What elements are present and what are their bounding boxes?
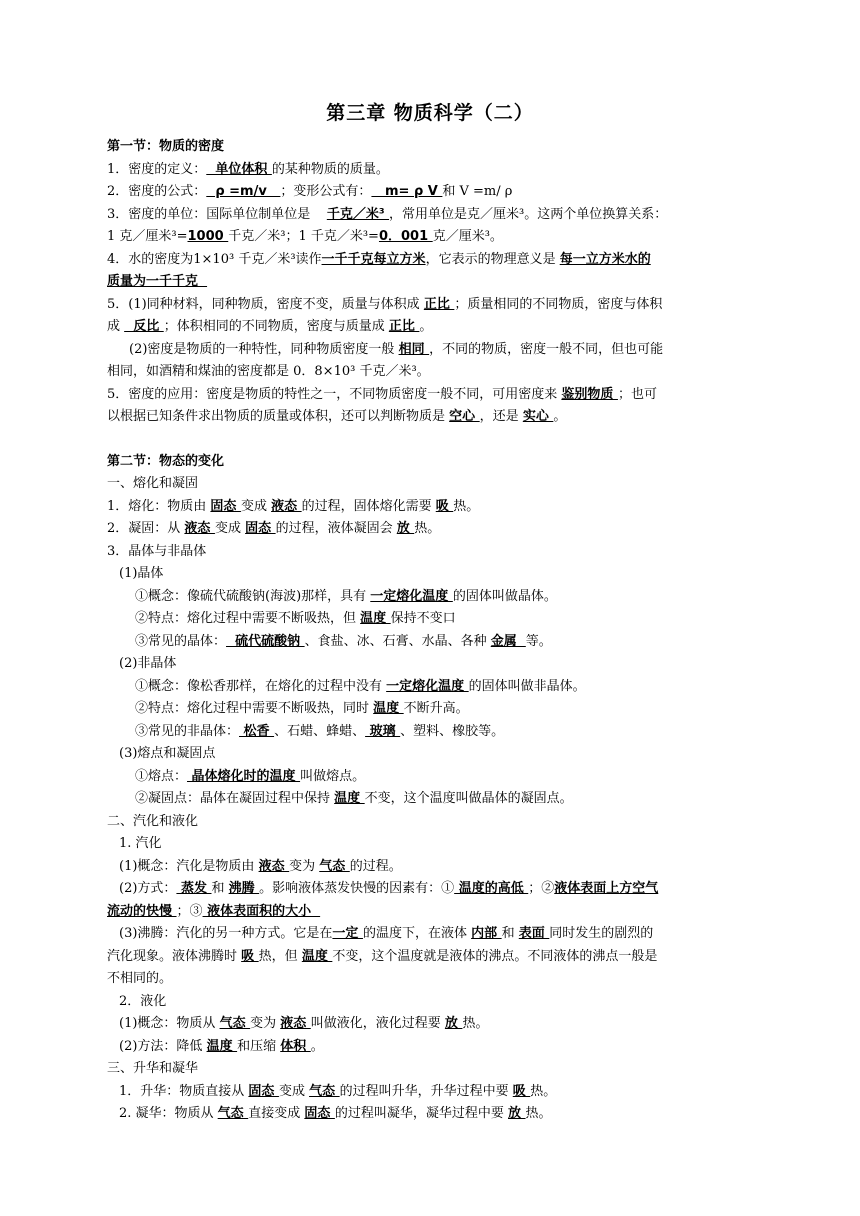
answer-blank: 液态 bbox=[271, 498, 302, 514]
text-segment: 5．密度的应用：密度是物质的特性之一，不同物质密度一般不同，可用密度来 bbox=[107, 386, 562, 402]
text-line bbox=[107, 676, 757, 699]
text-segment: 的某种物质的质量。 bbox=[271, 161, 389, 177]
text-line bbox=[107, 608, 757, 631]
text-segment: 1. 汽化 bbox=[119, 836, 162, 851]
answer-blank: 气态 bbox=[219, 1016, 251, 1031]
text-segment: 二、汽化和液化 bbox=[107, 813, 199, 829]
section-heading bbox=[107, 451, 757, 474]
text-segment: 不断升高。 bbox=[403, 701, 469, 716]
answer-blank: 液态 bbox=[258, 858, 290, 874]
text-line bbox=[107, 1103, 757, 1126]
text-line bbox=[107, 833, 757, 856]
answer-blank: m= ρ V bbox=[371, 184, 443, 199]
text-segment: 3．密度的单位：国际单位制单位是 bbox=[107, 206, 327, 222]
text-segment: 变成 bbox=[278, 1083, 310, 1099]
text-line bbox=[107, 856, 757, 879]
text-segment: 2．液化 bbox=[119, 993, 167, 1009]
text-segment: 热。 bbox=[525, 1106, 552, 1121]
answer-blank: 温度 bbox=[360, 611, 391, 626]
answer-blank: 正比 bbox=[423, 296, 455, 312]
text-line bbox=[107, 631, 757, 654]
text-line bbox=[107, 586, 757, 609]
text-segment: 变为 bbox=[289, 858, 320, 874]
text-segment: ，常用单位是克／厘米³。这两个单位换算关系： bbox=[389, 206, 668, 222]
document-body bbox=[107, 136, 757, 1126]
text-line bbox=[107, 563, 757, 586]
text-segment: 变成 bbox=[240, 498, 272, 514]
text-line bbox=[107, 991, 757, 1014]
text-segment: 和 V =m/ ρ bbox=[442, 184, 513, 199]
text-segment: 叫做液化，液化过程要 bbox=[310, 1016, 445, 1031]
text-segment: 的固体叫做非晶体。 bbox=[468, 678, 586, 694]
text-line bbox=[107, 384, 757, 407]
text-line bbox=[107, 361, 757, 384]
text-segment: 叫做熔点。 bbox=[300, 768, 366, 784]
text-line bbox=[107, 339, 757, 362]
answer-blank: 晶体熔化时的温度 bbox=[187, 768, 301, 784]
text-segment: ③常见的晶体： bbox=[135, 633, 227, 649]
text-segment: ②凝固点：晶体在凝固过程中保持 bbox=[135, 791, 335, 806]
text-segment: ①熔点： bbox=[135, 768, 188, 784]
text-segment: 热。 bbox=[414, 521, 441, 536]
text-segment: (1)晶体 bbox=[119, 566, 164, 581]
text-segment: 1 克／厘米³= bbox=[107, 229, 188, 244]
text-segment: (2)密度是物质的一种特性，同种物质密度一般 bbox=[129, 341, 399, 357]
text-segment: 三、升华和凝华 bbox=[107, 1061, 199, 1076]
text-line bbox=[107, 473, 757, 496]
section-heading bbox=[107, 136, 757, 159]
text-line bbox=[107, 653, 757, 676]
text-line bbox=[107, 923, 757, 946]
text-segment: 的过程，液体凝固会 bbox=[275, 521, 397, 536]
answer-blank: 硫代硫酸钠 bbox=[226, 633, 305, 649]
text-segment: (3)熔点和凝固点 bbox=[119, 746, 216, 761]
text-line bbox=[107, 226, 757, 249]
text-line bbox=[107, 698, 757, 721]
answer-blank: 一定熔化温度 bbox=[386, 678, 469, 694]
answer-blank: 固态 bbox=[245, 521, 276, 536]
answer-blank: 液态 bbox=[184, 521, 215, 536]
text-line bbox=[107, 249, 757, 272]
text-segment: 、石蜡、蜂蜡、 bbox=[274, 723, 366, 739]
text-segment: 不相同的。 bbox=[107, 971, 173, 986]
text-line bbox=[107, 721, 757, 744]
text-segment: 千克／米³；1 千克／米³= bbox=[228, 229, 379, 244]
text-line bbox=[107, 1013, 757, 1036]
text-segment: 。 bbox=[419, 319, 433, 334]
text-segment: 不变，这个温度叫做晶体的凝固点。 bbox=[364, 791, 573, 806]
text-segment: 2．凝固：从 bbox=[107, 521, 185, 536]
answer-blank: 气态 bbox=[309, 1083, 340, 1099]
text-line bbox=[107, 316, 757, 339]
text-segment: 以根据已知条件求出物质的质量或体积，还可以判断物质是 bbox=[107, 409, 450, 424]
text-segment: 的固体叫做晶体。 bbox=[452, 588, 557, 604]
text-segment: ③常见的非晶体： bbox=[135, 723, 240, 739]
answer-blank: 每一立方米水的 bbox=[559, 251, 651, 267]
text-segment: 1．密度的定义： bbox=[107, 161, 207, 177]
answer-blank: 表面 bbox=[518, 926, 550, 941]
text-segment: 和 bbox=[211, 881, 229, 896]
text-segment: ①概念：像松香那样，在熔化的过程中没有 bbox=[135, 678, 387, 694]
text-segment: 同时发生的剧烈的 bbox=[549, 926, 654, 941]
answer-blank: 鉴别物质 bbox=[561, 386, 618, 402]
answer-blank: 温度 bbox=[334, 791, 365, 806]
text-segment: ②特点：熔化过程中需要不断吸热，但 bbox=[135, 611, 361, 626]
answer-blank: 相同 bbox=[398, 341, 430, 357]
answer-blank: 玻璃 bbox=[365, 723, 401, 739]
text-segment: 热。 bbox=[453, 498, 480, 514]
text-segment: (2)非晶体 bbox=[119, 656, 177, 671]
text-segment: 相同，如酒精和煤油的密度都是 0．8×10³ 千克／米³。 bbox=[107, 364, 430, 379]
text-segment: 成 bbox=[107, 319, 125, 334]
text-segment: 。影响液体蒸发快慢的因素有：① bbox=[259, 881, 455, 896]
answer-blank: ρ =m/v bbox=[206, 184, 281, 199]
text-line bbox=[107, 766, 757, 789]
answer-blank: 质量为一千千克 bbox=[107, 274, 208, 289]
answer-blank: 温度 bbox=[373, 701, 404, 716]
answer-blank: 放 bbox=[444, 1016, 463, 1031]
text-line bbox=[107, 204, 757, 227]
text-segment: ②特点：熔化过程中需要不断吸热，同时 bbox=[135, 701, 374, 716]
answer-blank: 1000 bbox=[187, 229, 229, 244]
answer-blank: 温度 bbox=[301, 948, 333, 964]
text-segment: 第一节：物质的密度 bbox=[107, 139, 225, 154]
answer-blank: 0．001 bbox=[378, 229, 433, 244]
text-segment: 1．熔化：物质由 bbox=[107, 498, 211, 514]
text-line bbox=[107, 496, 757, 519]
text-line bbox=[107, 159, 757, 182]
text-segment: 。 bbox=[553, 409, 567, 424]
text-segment: 、食盐、冰、石膏、水晶、各种 bbox=[304, 633, 491, 649]
text-segment: (2)方式： bbox=[119, 881, 177, 896]
text-segment: 不变，这个温度就是液体的沸点。不同液体的沸点一般是 bbox=[332, 948, 658, 964]
text-segment: 第二节：物态的变化 bbox=[107, 453, 225, 469]
answer-blank: 蒸发 bbox=[176, 881, 212, 896]
text-segment: 3．晶体与非晶体 bbox=[107, 543, 207, 559]
text-segment: ，还是 bbox=[479, 409, 523, 424]
answer-blank: 固态 bbox=[210, 498, 241, 514]
text-line bbox=[107, 743, 757, 766]
answer-blank: 空心 bbox=[449, 409, 480, 424]
answer-blank: 吸 bbox=[512, 1083, 531, 1099]
text-line bbox=[107, 878, 757, 901]
text-segment: ；变形公式有： bbox=[280, 184, 372, 199]
text-segment: 的过程。 bbox=[349, 858, 402, 874]
text-segment: 的过程叫凝华，凝华过程中要 bbox=[334, 1106, 509, 1121]
text-segment: 和压缩 bbox=[237, 1038, 281, 1054]
text-segment: 2．密度的公式： bbox=[107, 184, 207, 199]
text-segment: ；② bbox=[528, 881, 555, 896]
answer-blank: 液态 bbox=[280, 1016, 311, 1031]
answer-blank: 千克／米³ bbox=[326, 206, 390, 222]
text-segment: 。 bbox=[310, 1038, 324, 1054]
text-line bbox=[107, 1058, 757, 1081]
answer-blank: 气态 bbox=[217, 1106, 249, 1121]
text-line bbox=[107, 1081, 757, 1104]
answer-blank: 固态 bbox=[248, 1083, 279, 1099]
text-line bbox=[107, 946, 757, 969]
text-segment: 热，但 bbox=[258, 948, 302, 964]
text-line bbox=[107, 406, 757, 429]
text-segment: 热。 bbox=[530, 1083, 557, 1099]
answer-blank: 内部 bbox=[471, 926, 502, 941]
text-segment: 一、熔化和凝固 bbox=[107, 476, 199, 491]
answer-blank: 固态 bbox=[304, 1106, 335, 1121]
text-segment: 直接变成 bbox=[248, 1106, 305, 1121]
text-segment: 1．升华：物质直接从 bbox=[119, 1083, 249, 1099]
answer-blank: 一定熔化温度 bbox=[370, 588, 453, 604]
text-segment: 汽化现象。液体沸腾时 bbox=[107, 948, 242, 964]
answer-blank: 单位体积 bbox=[206, 161, 272, 177]
text-line bbox=[107, 518, 757, 541]
blank-line bbox=[107, 429, 757, 451]
answer-blank: 流动的快慢 bbox=[107, 903, 177, 919]
answer-blank: 正比 bbox=[388, 319, 420, 334]
text-segment: (3)沸腾：汽化的另一种方式。它是在 bbox=[119, 926, 333, 941]
answer-blank: 实心 bbox=[522, 409, 554, 424]
answer-blank: 金属 bbox=[490, 633, 526, 649]
text-segment: ，它表示的物理意义是 bbox=[425, 251, 560, 267]
answer-blank: 一千千克每立方米 bbox=[321, 251, 426, 267]
text-line bbox=[107, 271, 757, 294]
text-segment: 的过程，固体熔化需要 bbox=[301, 498, 436, 514]
answer-blank: 液体表面积的大小 bbox=[202, 903, 321, 919]
text-segment: ；体积相同的不同物质，密度与质量成 bbox=[163, 319, 389, 334]
text-segment: 保持不变口 bbox=[390, 611, 456, 626]
text-segment: 和 bbox=[501, 926, 519, 941]
answer-blank: 放 bbox=[396, 521, 415, 536]
text-segment: 变为 bbox=[250, 1016, 281, 1031]
text-segment: ，不同的物质，密度一般不同，但也可能 bbox=[429, 341, 664, 357]
text-segment: 等。 bbox=[525, 633, 552, 649]
text-segment: ；质量相同的不同物质，密度与体积 bbox=[454, 296, 663, 312]
answer-blank: 松香 bbox=[239, 723, 275, 739]
answer-blank: 放 bbox=[508, 1106, 526, 1121]
answer-blank: 温度 bbox=[206, 1038, 238, 1054]
answer-blank: 气态 bbox=[319, 858, 350, 874]
text-line bbox=[107, 968, 757, 991]
text-segment: (1)概念：物质从 bbox=[119, 1016, 220, 1031]
answer-blank: 体积 bbox=[280, 1038, 311, 1054]
text-segment: 、塑料、橡胶等。 bbox=[400, 723, 505, 739]
text-line bbox=[107, 788, 757, 811]
text-segment: 的过程叫升华，升华过程中要 bbox=[339, 1083, 513, 1099]
answer-blank: 反比 bbox=[124, 319, 164, 334]
text-line bbox=[107, 1036, 757, 1059]
text-segment: ；③ bbox=[176, 903, 203, 919]
text-line bbox=[107, 811, 757, 834]
text-segment: 变成 bbox=[214, 521, 246, 536]
text-segment: 克／厘米³。 bbox=[432, 229, 503, 244]
text-segment: (2)方法：降低 bbox=[119, 1038, 207, 1054]
answer-blank: 液体表面上方空气 bbox=[554, 881, 659, 896]
text-segment: 的温度下，在液体 bbox=[362, 926, 472, 941]
text-segment: 5．(1)同种材料，同种物质，密度不变，质量与体积成 bbox=[107, 296, 424, 312]
answer-blank: 沸腾 bbox=[228, 881, 260, 896]
text-segment: 4．水的密度为1×10³ 千克／米³读作 bbox=[107, 251, 322, 267]
answer-blank: 吸 bbox=[435, 498, 454, 514]
answer-blank: 一定 bbox=[332, 926, 363, 941]
text-segment: ；也可 bbox=[617, 386, 657, 402]
text-line bbox=[107, 541, 757, 564]
text-line bbox=[107, 294, 757, 317]
answer-blank: 温度的高低 bbox=[454, 881, 529, 896]
text-line bbox=[107, 181, 757, 204]
document-title: 第三章 物质科学（二） bbox=[326, 102, 534, 124]
text-segment: (1)概念：汽化是物质由 bbox=[119, 858, 259, 874]
text-line bbox=[107, 901, 757, 924]
answer-blank: 吸 bbox=[241, 948, 259, 964]
text-segment: 热。 bbox=[462, 1016, 489, 1031]
text-segment: 2. 凝华：物质从 bbox=[119, 1106, 218, 1121]
text-segment: ①概念：像硫代硫酸钠(海波)那样，具有 bbox=[135, 588, 371, 604]
